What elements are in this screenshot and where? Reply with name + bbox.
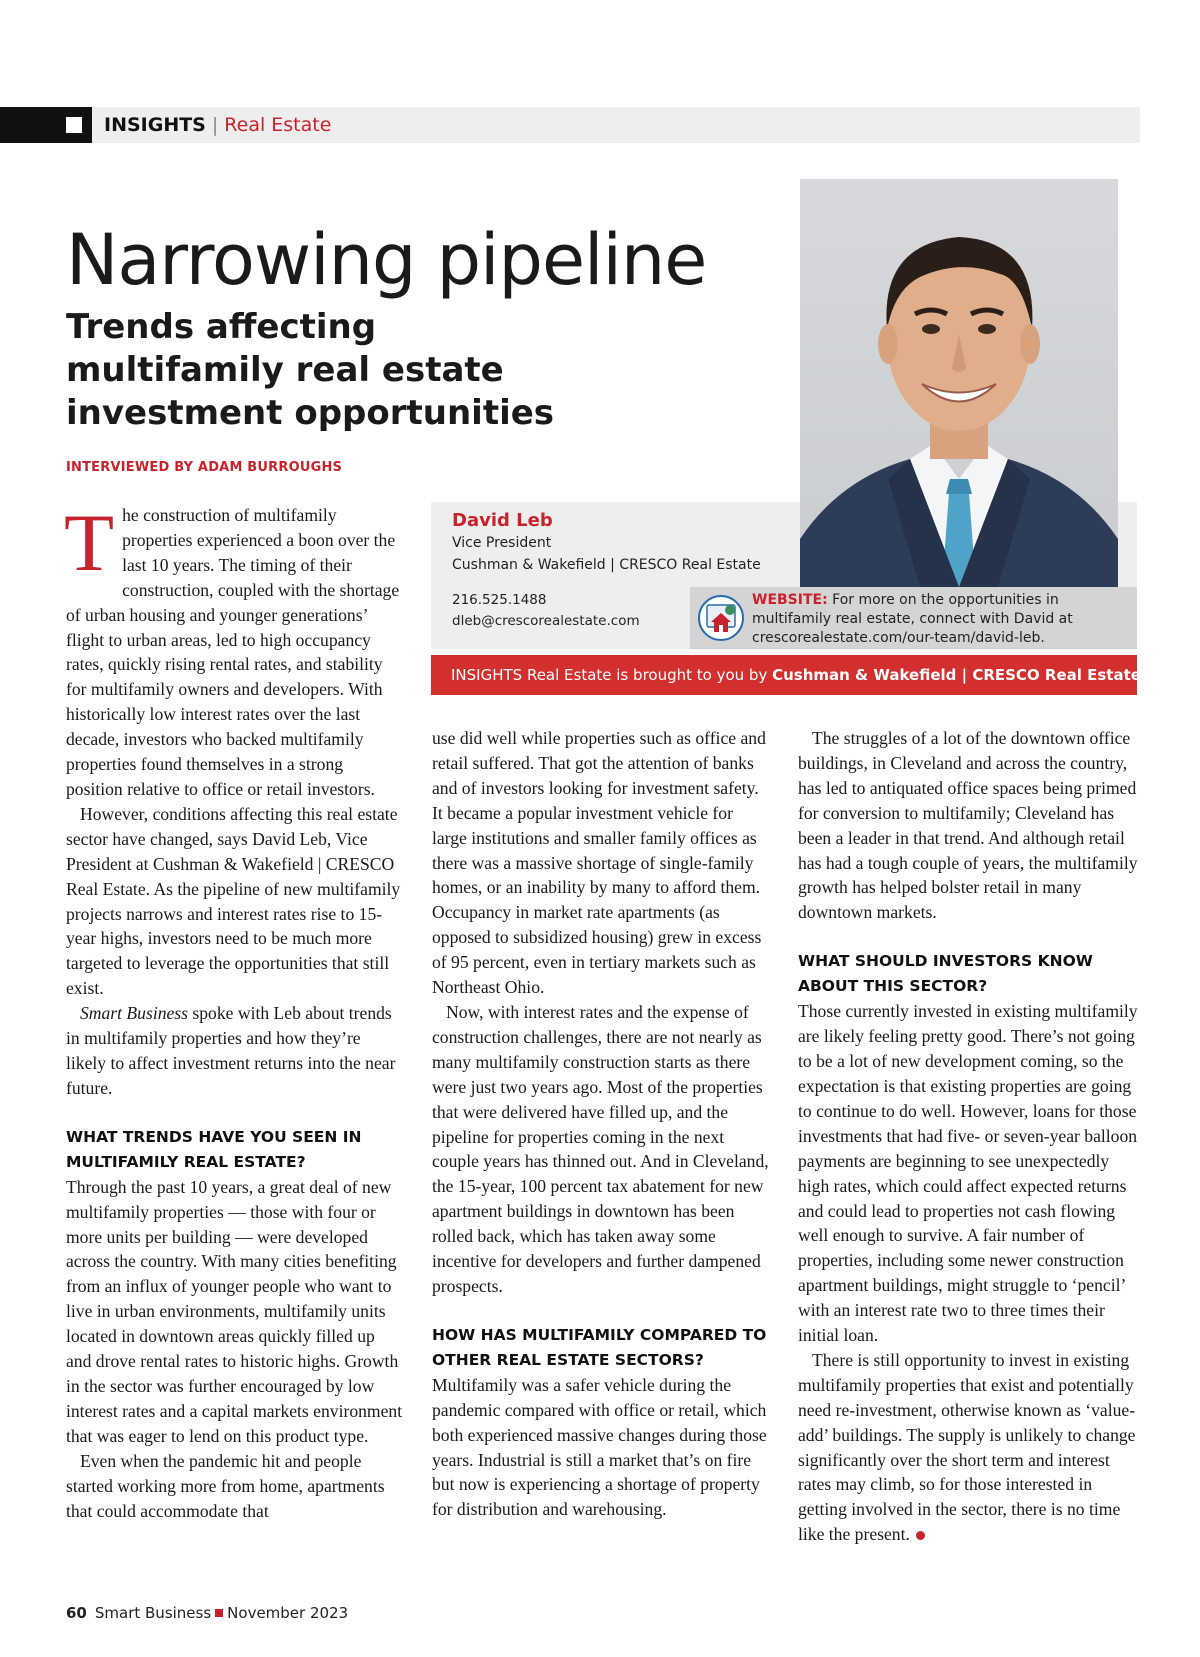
- paragraph: use did well while properties such as office and retail suffered. That got the attention of banks and of investors looking for investment safety. It became a popular investment vehicle for large institutions and smaller family offices as there was a massive shortage of single-family homes, or an inability by many to afford them. Occupancy in market rate apartments (as opposed to subsidized housing) grew in excess of 95 percent, even in tertiary markets such as Northeast Ohio.: [432, 728, 766, 998]
- page-number: 60: [66, 1604, 87, 1622]
- paragraph: Multifamily was a safer vehicle during the pandemic compared with office or retail, which both experienced massive changes during those years. Industrial is still a market that’s on fire but now is experiencing a shortage of property for distribution and warehousing.: [432, 1374, 767, 1520]
- column-2: [432, 726, 770, 1522]
- profile-title: Vice President: [452, 535, 552, 551]
- question-heading: HOW HAS MULTIFAMILY COMPARED TO OTHER REAL ESTATE SECTORS?: [432, 1325, 767, 1369]
- sponsor-name: Cushman & Wakefield | CRESCO Real Estate: [772, 666, 1141, 684]
- section-name: INSIGHTS: [104, 114, 206, 136]
- website-label: WEBSITE:: [752, 592, 828, 608]
- paragraph: [66, 1001, 404, 1101]
- profile-phone: 216.525.1488: [452, 592, 547, 608]
- paragraph-text: spoke with Leb about trends in multifamily properties and how they’re likely to affect investment returns into the near future.: [66, 1003, 396, 1098]
- website-description[interactable]: For more on the opportunities in multifamily real estate, connect with David at crescorealestate.com/our-team/david-leb.: [752, 592, 1073, 646]
- profile-email[interactable]: dleb@crescorealestate.com: [452, 613, 640, 629]
- section-square-icon: [66, 117, 82, 133]
- house-globe-icon: [697, 594, 745, 642]
- publication-name: Smart Business: [80, 1003, 189, 1024]
- column-1: [64, 497, 404, 1523]
- paragraph: [798, 1348, 1138, 1547]
- paragraph-text: There is still opportunity to invest in existing multifamily properties that exist and potentially need re-investment, otherwise known as ‘value-add’ buildings. The supply is unlikely to change significantly over the short term and interest rates may climb, so for those interested in getting involved in the sector, there is no time like the present.: [798, 1349, 1136, 1545]
- sponsor-prefix: INSIGHTS Real Estate is brought to you by: [451, 666, 773, 684]
- question-heading: WHAT TRENDS HAVE YOU SEEN IN MULTIFAMILY REAL ESTATE?: [66, 1127, 362, 1171]
- profile-name: David Leb: [452, 510, 553, 531]
- paragraph: Those currently invested in existing multifamily are likely feeling pretty good. There’s not going to be a lot of new development coming, so the expectation is that existing properties are going to continue to do well. However, loans for those investments that had five- or seven-year balloon payments are beginning to see unexpectedly high rates, which could affect expected returns and could lead to properties not cash flowing well enough to survive. A fair number of properties, including some newer construction apartment buildings, might struggle to ‘pencil’ with an interest rate two to three times their initial loan.: [798, 1001, 1138, 1346]
- paragraph: Even when the pandemic hit and people started working more from home, apartments that could accommodate that: [66, 1450, 385, 1521]
- section-category: Real Estate: [224, 114, 332, 136]
- publication-title: Smart Business: [94, 1604, 212, 1622]
- section-bar: [0, 107, 1140, 143]
- headline: Narrowing pipeline: [66, 219, 707, 301]
- issue-date: November 2023: [227, 1604, 349, 1622]
- section-label: [104, 113, 331, 137]
- question-heading: WHAT SHOULD INVESTORS KNOW ABOUT THIS SECTOR?: [798, 952, 1093, 996]
- deck: Trends affecting multifamily real estate investment opportunities: [66, 307, 555, 433]
- paragraph: Through the past 10 years, a great deal of new multifamily properties — those with four or more units per building — were developed across the country. With many cities benefiting from an influx of younger people who want to live in urban environments, multifamily units located in downtown areas quickly filled up and drove rental rates to historic highs. Growth in the sector was further encouraged by low interest rates and a capital markets environment that was eager to lend on this product type.: [66, 1176, 403, 1446]
- byline: INTERVIEWED BY ADAM BURROUGHS: [66, 460, 343, 475]
- drop-cap: T: [64, 497, 115, 588]
- sponsor-bar: [431, 655, 1141, 695]
- paragraph: Now, with interest rates and the expense of construction challenges, there are not nearly as many multifamily construction starts as there were just two years ago. Most of the properties that were delivered have filled up, and the pipeline for properties coming in the next couple years has thinned out. And in Cleveland, the 15-year, 100 percent tax abatement for new apartment buildings in downtown has been rolled back, which has taken away some incentive for developers and further dampened prospects.: [432, 1001, 769, 1296]
- section-marker: [0, 107, 92, 143]
- column-3: [798, 726, 1138, 1547]
- footer-square-icon: [215, 1609, 223, 1617]
- paragraph: The struggles of a lot of the downtown office buildings, in Cleveland and across the country, has led to antiquated office spaces being primed for conversion to multifamily; Cleveland has been a leader in that trend. And although retail has had a tough couple of years, the multifamily growth has helped bolster retail in many downtown markets.: [798, 728, 1138, 923]
- paragraph-text: he construction of multifamily properties experienced a boon over the last 10 years. The timing of their construction, coupled with the shortage of urban housing and younger generations’ flight to urban areas, led to high occupancy rates, quickly rising rental rates, and stability for multifamily owners and developers. With historically low interest rates over the last decade, investors who backed multifamily properties found themselves in a strong position relative to office or retail investors.: [66, 505, 400, 799]
- paragraph: [64, 497, 404, 802]
- page-footer: [66, 1604, 348, 1622]
- portrait-illustration: [800, 179, 1118, 587]
- end-mark-icon: [916, 1531, 925, 1540]
- paragraph: However, conditions affecting this real estate sector have changed, says David Leb, Vice President at Cushman & Wakefield | CRESCO Real Estate. As the pipeline of new multifamily projects narrows and interest rates rise to 15-year highs, investors need to be much more targeted to leverage the opportunities that still exist.: [66, 803, 401, 999]
- portrait-photo: [800, 179, 1118, 587]
- section-separator: |: [211, 114, 219, 136]
- profile-company: Cushman & Wakefield | CRESCO Real Estate: [452, 557, 761, 573]
- website-text: [752, 591, 1132, 648]
